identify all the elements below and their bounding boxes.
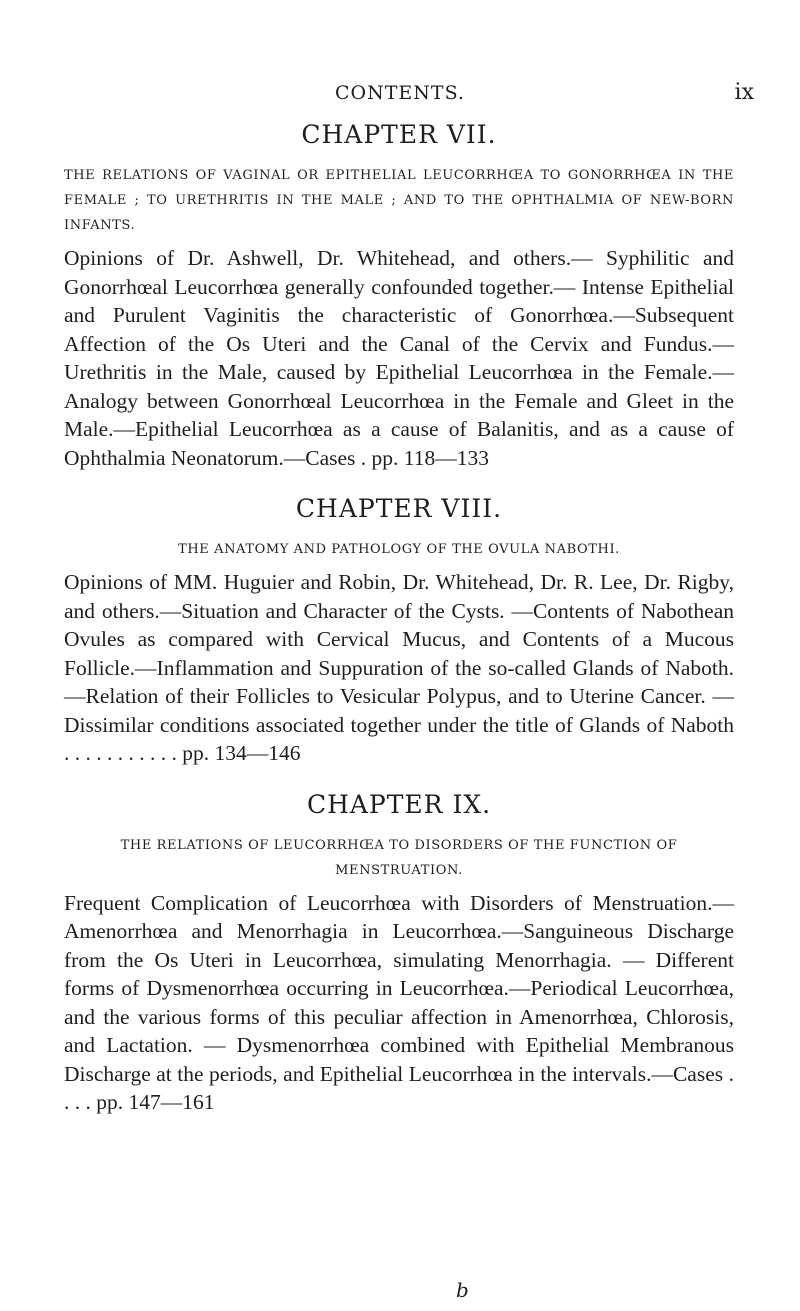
summary-text: Opinions of MM. Huguier and Robin, Dr. Whitehead, Dr. R. Lee, Dr. Rigby, and others.—Situation and Character of the Cysts. —Contents of Nabothean Ovules as compared with Cervical Mucus, and Contents of a Mucous Follicle.—Inflammation and Suppuration of the so-called Glands of Naboth.—Relation of their Follicles to Vesicular Polypus, and to Uterine Cancer. —Dissimilar conditions associated together under the title of Glands of Naboth . . . . . . . . . . . <box>64 570 734 765</box>
signature-mark: b <box>456 1278 469 1302</box>
chapter-subject: THE ANATOMY AND PATHOLOGY OF THE OVULA NABOTHI. <box>178 542 620 557</box>
summary-text: Opinions of Dr. Ashwell, Dr. Whitehead, and others.— Syphilitic and Gonorrhœal Leucorrhœa generally confounded together.— Intense Epithelial and Purulent Vaginitis the characteristic of Gonorrhœa.—Subsequent Affection of the Os Uteri and the Canal of the Cervix and Fundus.—Urethritis in the Male, caused by Epithelial Leucorrhœa in the Female.—Analogy between Gonorrhœal Leucorrhœa in the Female and Gleet in the Male.—Epithelial Leucorrhœa as a cause of Balanitis, and as a cause of Ophthalmia Neonatorum.—Cases . <box>64 246 734 470</box>
page-range: pp. 147—161 <box>96 1090 215 1114</box>
page-range: pp. 118—133 <box>371 445 489 470</box>
contents-body <box>64 120 734 1117</box>
page-range: pp. 134—146 <box>182 741 301 765</box>
chapter-ix <box>64 790 734 1117</box>
chapter-viii <box>64 494 734 768</box>
summary-text: Frequent Complication of Leucorrhœa with Disorders of Menstruation.—Amenorrhœa and Menorrhagia in Leucorrhœa.—Sanguineous Discharge from the Os Uteri in Leucorrhœa, simulating Menorrhagia. — Different forms of Dysmenorrhœa occurring in Leucorrhœa.—Periodical Leucorrhœa, and the various forms of this peculiar affection in Amenorrhœa, Chlorosis, and Lactation. — Dysmenorrhœa combined with Epithelial Membranous Discharge at the periods, and Epithelial Leucorrhœa in the intervals.—Cases . . . . <box>64 890 734 1114</box>
chapter-subject: THE RELATIONS OF VAGINAL OR EPITHELIAL LEUCORRHŒA TO GONORRHŒA IN THE FEMALE ; TO URETHRITIS IN THE MALE ; AND TO THE OPHTHALMIA OF NEW-BORN INFANTS. <box>64 168 734 233</box>
chapter-heading: CHAPTER IX. <box>306 789 492 819</box>
chapter-summary <box>64 244 734 472</box>
running-head: CONTENTS. <box>335 82 465 104</box>
chapter-summary <box>64 889 734 1117</box>
chapter-vii <box>64 120 734 472</box>
chapter-summary <box>64 568 734 768</box>
chapter-heading: CHAPTER VII. <box>301 120 497 149</box>
chapter-subject: THE RELATIONS OF LEUCORRHŒA TO DISORDERS OF THE FUNCTION OF MENSTRUATION. <box>120 837 678 878</box>
page-number: ix <box>734 80 754 105</box>
chapter-heading: CHAPTER VIII. <box>295 494 503 523</box>
